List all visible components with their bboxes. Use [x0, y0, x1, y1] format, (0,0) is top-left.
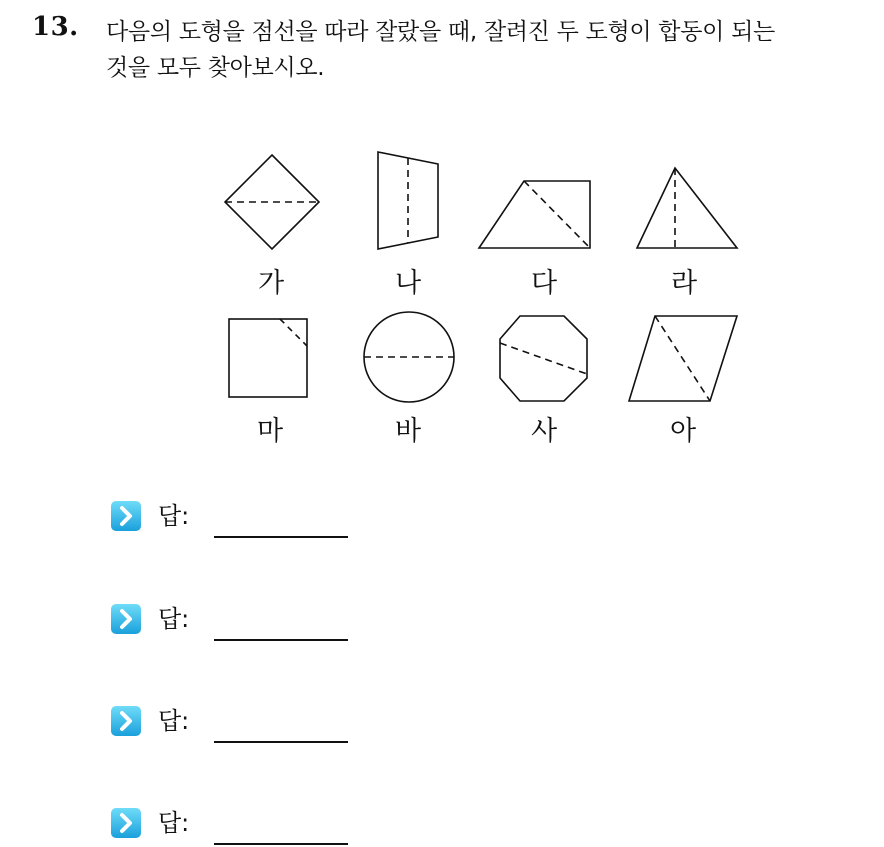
- figure-label-sa: 사: [530, 416, 558, 447]
- figure-ga-shape: [225, 155, 319, 249]
- figure-label-ma: 마: [256, 416, 284, 447]
- figure-ra-shape: [637, 168, 737, 248]
- figure-ba-shape: [364, 312, 454, 402]
- figure-label-da: 다: [530, 268, 558, 299]
- figure-label-a: 아: [669, 416, 697, 447]
- figure-sa-shape: [500, 316, 587, 401]
- figure-ma-shape: [229, 319, 307, 397]
- answer-blank-2[interactable]: [214, 639, 348, 641]
- figure-label-ga: 가: [257, 268, 285, 299]
- answer-row-4: [110, 807, 410, 847]
- figure-label-ba: 바: [394, 416, 422, 447]
- question-text-line-1: 다음의 도형을 점선을 따라 잘랐을 때, 잘려진 두 도형이 합동이 되는: [106, 19, 775, 45]
- answer-row-1: [110, 500, 410, 540]
- chevron-right-icon: [110, 500, 142, 532]
- question-text-line-2: 것을 모두 찾아보시오.: [106, 55, 325, 81]
- question-text: [106, 14, 876, 86]
- figure-na-shape: [378, 152, 438, 249]
- question-number: 13.: [32, 12, 79, 42]
- answer-label: 답:: [158, 809, 190, 837]
- figure-a-shape: [629, 316, 737, 401]
- figure-label-na: 나: [394, 268, 422, 299]
- answer-blank-1[interactable]: [214, 536, 348, 538]
- answer-row-3: [110, 705, 410, 745]
- figure-da-shape: [479, 181, 590, 248]
- figure-label-ra: 라: [670, 268, 698, 299]
- answer-label: 답:: [158, 605, 190, 633]
- chevron-right-icon: [110, 603, 142, 635]
- chevron-right-icon: [110, 705, 142, 737]
- answer-row-2: [110, 603, 410, 643]
- answer-label: 답:: [158, 707, 190, 735]
- answer-blank-3[interactable]: [214, 741, 348, 743]
- answer-label: 답:: [158, 502, 190, 530]
- chevron-right-icon: [110, 807, 142, 839]
- answer-blank-4[interactable]: [214, 843, 348, 845]
